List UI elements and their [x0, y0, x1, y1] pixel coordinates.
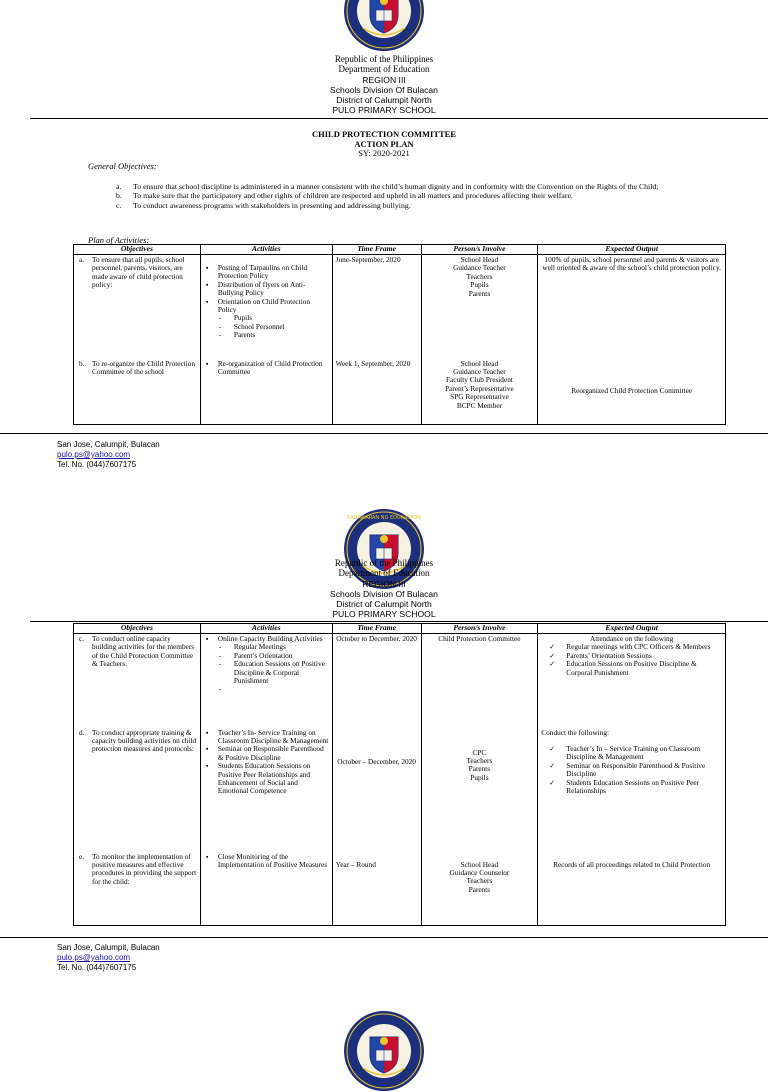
row-marker: d.: [79, 727, 85, 737]
activity-item: ▪ Teacher’s In- Service Training on Classroom Discipline & Management: [204, 729, 329, 746]
letterhead: [0, 558, 768, 620]
output-item: ✓ Seminar on Responsible Parenthood & Positive Discipline: [545, 762, 722, 779]
footer-email-link[interactable]: pulo.ps@yahoo.com: [57, 953, 131, 962]
activity-item: ▪ Close Monitoring of the Implementation of Positive Measures: [204, 853, 329, 870]
activity-item: ▪ Re-organization of Child Protection Committee: [204, 360, 329, 377]
persons-involved: School Head Guidance Teacher Teachers Pupils Parents: [421, 255, 538, 359]
expected-output: Records of all proceedings related to Child Protection: [538, 852, 726, 926]
letterhead-line: Department of Education: [338, 64, 430, 75]
activity-item: ▪ Posting of Tarpaulins on Child Protection Policy: [204, 264, 329, 281]
row-marker: a.: [79, 255, 85, 264]
column-header: Expected Output: [538, 245, 726, 255]
footer-address: San Jose, Calumpit, Bulacan: [57, 943, 160, 952]
general-objectives-heading: General Objectives:: [88, 161, 157, 171]
letterhead-line: District of Calumpit North: [336, 599, 432, 610]
time-frame: October to December, 2020: [332, 634, 421, 728]
persons-involved: School Head Guidance Counselor Teachers Parents: [421, 852, 538, 926]
activity-item: ▪ Students Education Sessions on Positive Peer Relationships and Enhancement of Social and Emotional Competence: [204, 762, 329, 796]
plan-table-page-2: [73, 623, 726, 926]
table-row: [74, 634, 726, 728]
activity-item: ▪ Distribution of flyers on Anti-Bullying Policy: [204, 281, 329, 298]
letterhead-line: Republic of the Philippines: [334, 558, 434, 568]
time-frame: June-September, 2020: [332, 255, 421, 359]
row-marker: b.: [79, 358, 85, 368]
letterhead-line: Republic of the Philippines: [334, 54, 434, 64]
plan-heading: Plan of Activities:: [88, 235, 150, 245]
expected-output: Reorganized Child Protection Committee: [538, 359, 726, 425]
letterhead-line: REGION III: [362, 578, 406, 589]
objective-text: To monitor the implementation of positive measures and effective procedures in providing the support for the child:: [92, 851, 197, 886]
sub-activity-item: - Parent’s Orientation: [219, 652, 329, 660]
list-marker: c.: [116, 200, 122, 210]
column-header: Objectives: [74, 624, 201, 634]
header-divider: [30, 621, 768, 622]
column-header: Time Frame: [332, 624, 421, 634]
objective-text: To ensure that all pupils, school personnel, parents, visitors, are made aware of child protection policy:: [92, 255, 185, 290]
letterhead-line: REGION III: [362, 74, 406, 85]
table-header-row: [74, 624, 726, 634]
column-header: Expected Output: [538, 624, 726, 634]
sub-activity-item: - School Personnel: [219, 323, 329, 331]
letterhead-line: Schools Division Of Bulacan: [330, 588, 438, 599]
column-header: Activities: [200, 245, 332, 255]
deped-seal-icon: [343, 1010, 425, 1092]
objective-text: To conduct online capacity building activities for the members of the Child Protection Committee & Teachers.: [92, 634, 195, 669]
sub-activity-item: - Parents: [219, 331, 329, 339]
sub-activity-item: - Regular Meetings: [219, 643, 329, 651]
list-text: To conduct awareness programs with stakeholders in presenting and addressing bullying.: [133, 200, 411, 210]
column-header: Time Frame: [332, 245, 421, 255]
expected-output: 100% of pupils, school personnel and parents & visitors are well oriented & aware of the school’s child protection policy.: [538, 255, 726, 359]
table-row: [74, 728, 726, 852]
activity-item: ▪ Orientation on Child Protection Policy: [204, 298, 329, 315]
row-marker: c.: [79, 634, 85, 643]
persons-involved: CPC Teachers Parents Pupils: [421, 728, 538, 852]
objective-text: To re-organize the Child Protection Committee of the school: [92, 358, 196, 376]
list-marker: b.: [116, 191, 122, 201]
output-item: ✓ Students Education Sessions on Positive Peer Relationships: [545, 779, 722, 796]
persons-involved: School Head Guidance Teacher Faculty Club President Parent’s Representative SPG Representative BCPC Member: [421, 359, 538, 425]
title-line: ACTION PLAN: [354, 138, 414, 149]
output-item: ✓ Parents’ Orientation Sessions: [545, 652, 722, 660]
footer-tel: Tel. No. (044)7607175: [57, 963, 137, 972]
footer-divider: [0, 937, 768, 938]
footer: [57, 943, 160, 973]
objective-text: To conduct appropriate training & capacity building activities on child protection measures and protocols:: [92, 727, 197, 754]
output-intro: Conduct the following:: [541, 727, 609, 737]
time-frame: Week 1, September, 2020: [332, 359, 421, 425]
column-header: Person/s Involve: [421, 624, 538, 634]
table-row: [74, 852, 726, 926]
list-text: To ensure that school discipline is administered in a manner consistent with the child’s human dignity and in conformity with the Convention on the Rights of the Child;: [133, 182, 659, 191]
list-text: To make sure that the participatory and other rights of children are respected and upheld in all matters and procedures affecting their welfare.: [133, 191, 573, 201]
column-header: Person/s Involve: [421, 245, 538, 255]
output-item: ✓ Teacher’s In – Service Training on Classroom Discipline & Management: [545, 745, 722, 762]
school-year: SY: 2020-2021: [358, 148, 410, 158]
time-frame: October – December, 2020: [332, 728, 421, 852]
output-intro: Attendance on the following: [590, 634, 674, 643]
title-line: CHILD PROTECTION COMMITTEE: [311, 129, 457, 139]
footer-tel: Tel. No. (044)7607175: [57, 460, 137, 469]
persons-involved: Child Protection Committee: [421, 634, 538, 728]
letterhead-line: PULO PRIMARY SCHOOL: [332, 105, 436, 116]
output-item: ✓ Regular meetings with CPC Officers & Members: [545, 643, 722, 651]
sub-activity-item: - Pupils: [219, 314, 329, 322]
column-header: Activities: [200, 624, 332, 634]
activity-item: ▪ Seminar on Responsible Parenthood & Positive Discipline: [204, 745, 329, 762]
list-marker: a.: [116, 182, 122, 191]
activity-item: ▪ Online Capacity Building Activities: [204, 635, 329, 643]
output-item: ✓ Education Sessions on Positive Discipline & Corporal Punishment: [545, 660, 722, 677]
letterhead-line: Schools Division Of Bulacan: [330, 84, 438, 95]
time-frame: Year – Round: [332, 852, 421, 926]
row-marker: e.: [79, 851, 85, 861]
seal-text: KAGAWARAN NG EDUKASYON: [347, 515, 421, 521]
sub-activity-item: - Education Sessions on Positive Discipline & Corporal Punishment: [219, 660, 329, 685]
column-header: Objectives: [74, 245, 201, 255]
letterhead-line: District of Calumpit North: [336, 95, 432, 106]
letterhead-line: PULO PRIMARY SCHOOL: [332, 609, 436, 620]
letterhead-line: Department of Education: [338, 568, 430, 579]
footer-address: San Jose, Calumpit, Bulacan: [57, 440, 160, 449]
footer-email-link[interactable]: pulo.ps@yahoo.com: [57, 450, 131, 459]
